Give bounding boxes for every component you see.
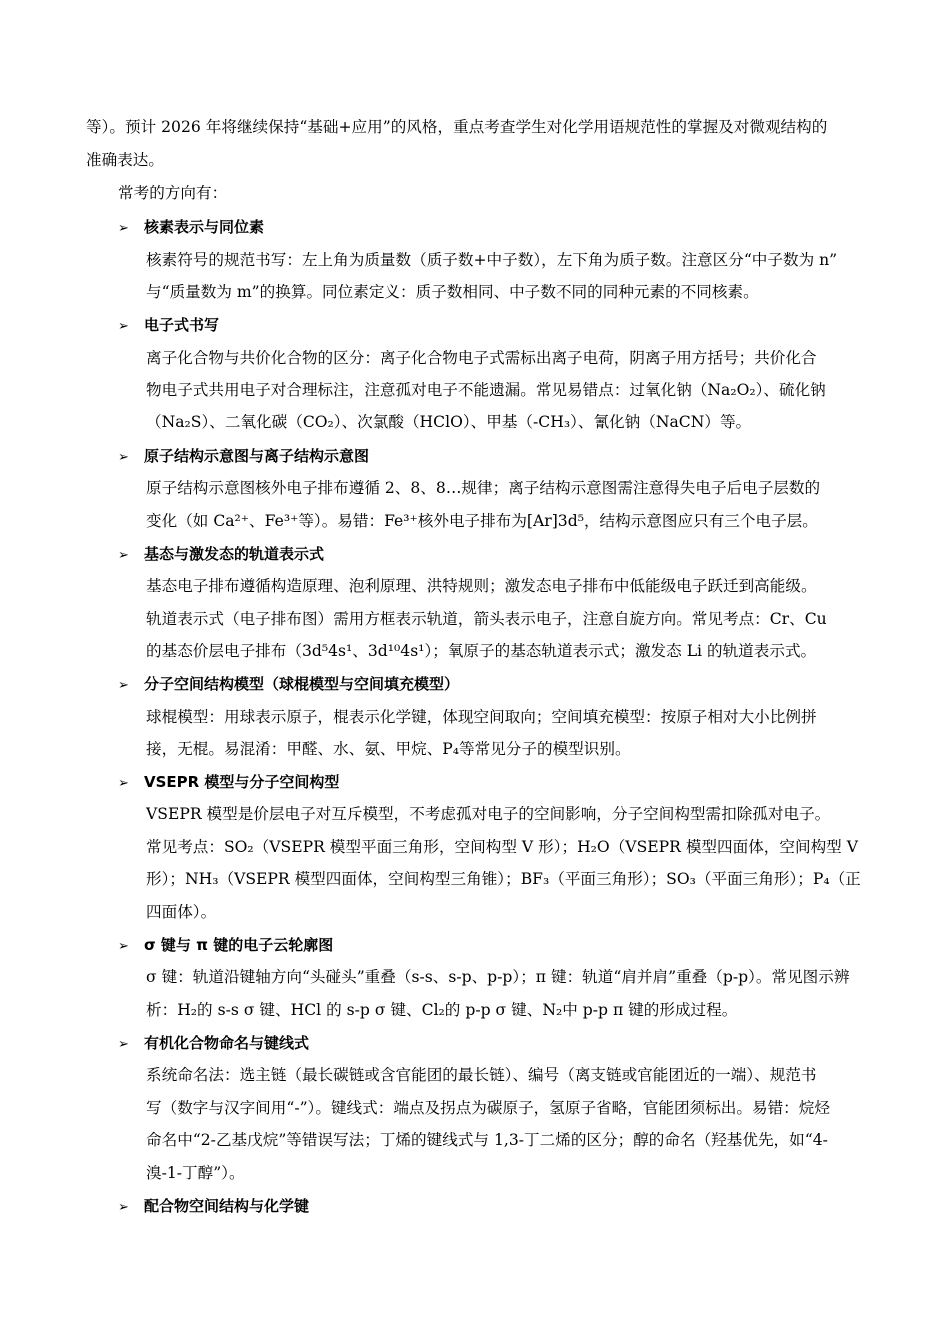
section-title: 分子空间结构模型（球棍模型与空间填充模型） bbox=[144, 675, 460, 693]
arrow-bullet-icon: ➢ bbox=[118, 548, 129, 563]
arrow-bullet-icon: ➢ bbox=[118, 1200, 129, 1215]
section-title: 电子式书写 bbox=[144, 316, 220, 334]
section-heading bbox=[118, 674, 459, 696]
arrow-bullet-icon: ➢ bbox=[118, 678, 129, 693]
section-heading bbox=[118, 935, 333, 957]
section-title: 有机化合物命名与键线式 bbox=[144, 1034, 310, 1052]
section-line: 系统命名法：选主链（最长碳链或含官能团的最长链）、编号（离支链或官能团近的一端）、规范书 bbox=[146, 1066, 817, 1084]
section-line: σ 键：轨道沿键轴方向“头碰头”重叠（s-s、s-p、p-p）；π 键：轨道“肩并肩”重叠（p-p）。常见图示辨 bbox=[146, 968, 850, 986]
section-line: 溴-1-丁醇”）。 bbox=[146, 1164, 245, 1182]
section-line: 原子结构示意图核外电子排布遵循 2、8、8…规律；离子结构示意图需注意得失电子后电子层数的 bbox=[146, 479, 821, 497]
section-heading bbox=[118, 772, 339, 794]
section-heading bbox=[118, 1033, 309, 1055]
section-title: 核素表示与同位素 bbox=[144, 218, 265, 236]
arrow-bullet-icon: ➢ bbox=[118, 450, 129, 465]
section-title: 原子结构示意图与离子结构示意图 bbox=[144, 447, 370, 465]
section-line: 变化（如 Ca²⁺、Fe³⁺等）。易错：Fe³⁺核外电子排布为[Ar]3d⁵，结构示意图应只有三个电子层。 bbox=[146, 512, 818, 530]
arrow-bullet-icon: ➢ bbox=[118, 221, 129, 236]
section-heading bbox=[118, 446, 369, 468]
section-title: 配合物空间结构与化学键 bbox=[144, 1197, 310, 1215]
section-line: （Na₂S）、二氧化碳（CO₂）、次氯酸（HClO）、甲基（-CH₃）、氰化钠（NaCN）等。 bbox=[146, 413, 752, 431]
arrow-bullet-icon: ➢ bbox=[118, 939, 129, 954]
section-line: 写（数字与汉字间用“-”）。键线式：端点及拐点为碳原子，氢原子省略，官能团须标出。易错：烷烃 bbox=[146, 1099, 830, 1117]
intro-line-2: 准确表达。 bbox=[86, 151, 164, 169]
section-line: 与“质量数为 m”的换算。同位素定义：质子数相同、中子数不同的同种元素的不同核素。 bbox=[146, 283, 759, 301]
section-line: 四面体）。 bbox=[146, 903, 217, 921]
section-line: 球棍模型：用球表示原子，棍表示化学键，体现空间取向；空间填充模型：按原子相对大小比例拼 bbox=[146, 708, 817, 726]
section-line: 核素符号的规范书写：左上角为质量数（质子数+中子数），左下角为质子数。注意区分“中子数为 n” bbox=[146, 251, 838, 269]
section-heading bbox=[118, 315, 219, 337]
section-line: 形）；NH₃（VSEPR 模型四面体，空间构型三角锥）；BF₃（平面三角形）；SO₃（平面三角形）；P₄（正 bbox=[146, 870, 861, 888]
section-heading bbox=[118, 544, 324, 566]
section-line: 的基态价层电子排布（3d⁵4s¹、3d¹⁰4s¹）；氧原子的基态轨道表示式；激发态 Li 的轨道表示式。 bbox=[146, 642, 817, 660]
section-line: 基态电子排布遵循构造原理、泡利原理、洪特规则；激发态电子排布中低能级电子跃迁到高能级。 bbox=[146, 577, 817, 595]
section-heading bbox=[118, 1196, 309, 1218]
section-line: 常见考点：SO₂（VSEPR 模型平面三角形，空间构型 V 形）；H₂O（VSEPR 模型四面体，空间构型 V bbox=[146, 838, 858, 856]
arrow-bullet-icon: ➢ bbox=[118, 319, 129, 334]
section-title: σ 键与 π 键的电子云轮廓图 bbox=[144, 936, 334, 954]
arrow-bullet-icon: ➢ bbox=[118, 1037, 129, 1052]
section-title: VSEPR 模型与分子空间构型 bbox=[144, 773, 340, 791]
section-line: 轨道表示式（电子排布图）需用方框表示轨道，箭头表示电子，注意自旋方向。常见考点：Cr、Cu bbox=[146, 610, 827, 628]
section-line: 命名中“2-乙基戊烷”等错误写法；丁烯的键线式与 1,3-丁二烯的区分；醇的命名（羟基优先，如“4- bbox=[146, 1131, 828, 1149]
arrow-bullet-icon: ➢ bbox=[118, 776, 129, 791]
intro-line-1: 等）。预计 2026 年将继续保持“基础+应用”的风格，重点考查学生对化学用语规范性的掌握及对微观结构的 bbox=[86, 118, 828, 136]
section-line: 离子化合物与共价化合物的区分：离子化合物电子式需标出离子电荷，阴离子用方括号；共价化合 bbox=[146, 349, 817, 367]
section-line: VSEPR 模型是价层电子对互斥模型，不考虑孤对电子的空间影响，分子空间构型需扣除孤对电子。 bbox=[146, 805, 831, 823]
section-line: 接，无棍。易混淆：甲醛、水、氨、甲烷、P₄等常见分子的模型识别。 bbox=[146, 740, 631, 758]
lead-text: 常考的方向有： bbox=[118, 184, 228, 202]
section-title: 基态与激发态的轨道表示式 bbox=[144, 545, 325, 563]
section-line: 物电子式共用电子对合理标注，注意孤对电子不能遗漏。常见易错点：过氧化钠（Na₂O₂）、硫化钠 bbox=[146, 381, 826, 399]
section-heading bbox=[118, 217, 264, 239]
section-line: 析：H₂的 s-s σ 键、HCl 的 s-p σ 键、Cl₂的 p-p σ 键、N₂中 p-p π 键的形成过程。 bbox=[146, 1001, 738, 1019]
